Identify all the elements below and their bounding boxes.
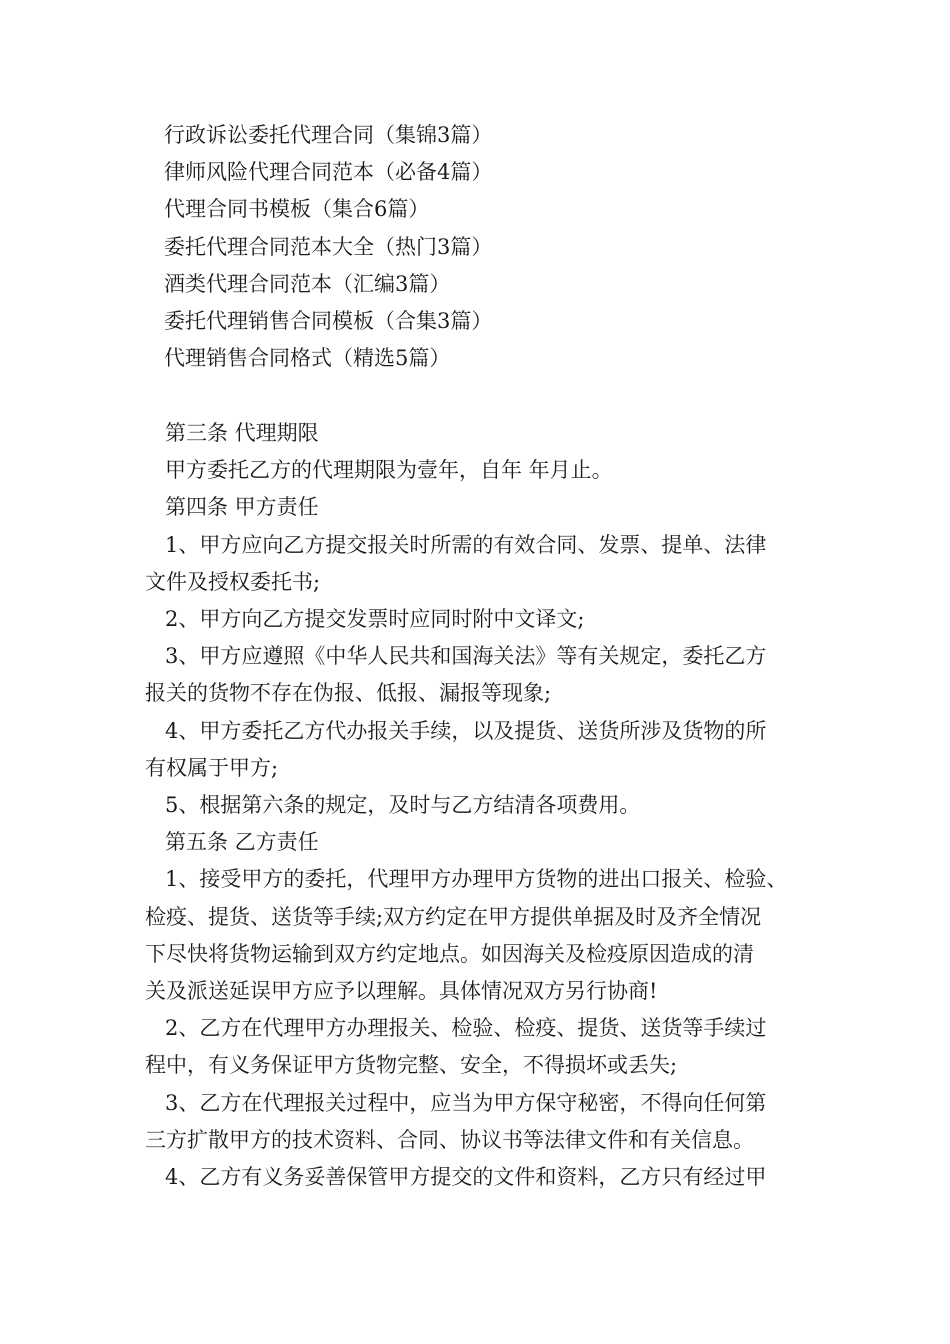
clause-line: 2、甲方向乙方提交发票时应同时附中文译文; (165, 607, 585, 632)
clause-line: 检疫、提货、送货等手续;双方约定在甲方提供单据及时及齐全情况 (145, 904, 762, 929)
clause-line: 3、甲方应遵照《中华人民共和国海关法》等有关规定，委托乙方 (165, 644, 767, 669)
clause-line: 下尽快将货物运输到双方约定地点。如因海关及检疫原因造成的清 (145, 941, 754, 966)
clause-line: 2、乙方在代理甲方办理报关、检验、检疫、提货、送货等手续过 (165, 1016, 767, 1041)
clause-line: 3、乙方在代理报关过程中，应当为甲方保守秘密，不得向任何第 (165, 1090, 767, 1115)
paragraph: 甲方委托乙方的代理期限为壹年，自年 年月止。 (165, 458, 613, 483)
list-item[interactable]: 代理销售合同格式（精选5篇） (164, 346, 451, 371)
clause-line: 1、接受甲方的委托，代理甲方办理甲方货物的进出口报关、检验、 (165, 867, 788, 892)
clause-line: 1、甲方应向乙方提交报关时所需的有效合同、发票、提单、法律 (165, 532, 767, 557)
clause-line: 文件及授权委托书; (145, 569, 321, 594)
list-item[interactable]: 委托代理合同范本大全（热门3篇） (164, 234, 493, 259)
list-item[interactable]: 律师风险代理合同范本（必备4篇） (164, 160, 493, 185)
clause-line: 4、甲方委托乙方代办报关手续，以及提货、送货所涉及货物的所 (165, 718, 767, 743)
clause-line: 程中，有义务保证甲方货物完整、安全，不得损坏或丢失; (145, 1053, 678, 1078)
clause-line: 5、根据第六条的规定，及时与乙方结清各项费用。 (165, 793, 641, 818)
article-heading: 第五条 乙方责任 (165, 830, 319, 855)
clause-line: 关及派送延误甲方应予以理解。具体情况双方另行协商! (145, 979, 658, 1004)
list-item[interactable]: 行政诉讼委托代理合同（集锦3篇） (164, 123, 493, 147)
article-heading: 第四条 甲方责任 (165, 495, 319, 520)
list-item[interactable]: 委托代理销售合同模板（合集3篇） (164, 309, 493, 334)
clause-line: 有权属于甲方; (145, 755, 279, 780)
clause-line: 三方扩散甲方的技术资料、合同、协议书等法律文件和有关信息。 (145, 1127, 754, 1152)
clause-line: 4、乙方有义务妥善保管甲方提交的文件和资料，乙方只有经过甲 (165, 1165, 767, 1190)
related-contracts-list (164, 117, 864, 377)
clause-line: 报关的货物不存在伪报、低报、漏报等现象; (145, 681, 552, 706)
list-item[interactable]: 代理合同书模板（集合6篇） (164, 197, 430, 222)
list-item[interactable]: 酒类代理合同范本（汇编3篇） (164, 271, 451, 296)
article-heading: 第三条 代理期限 (165, 421, 319, 445)
contract-body (145, 415, 825, 1196)
